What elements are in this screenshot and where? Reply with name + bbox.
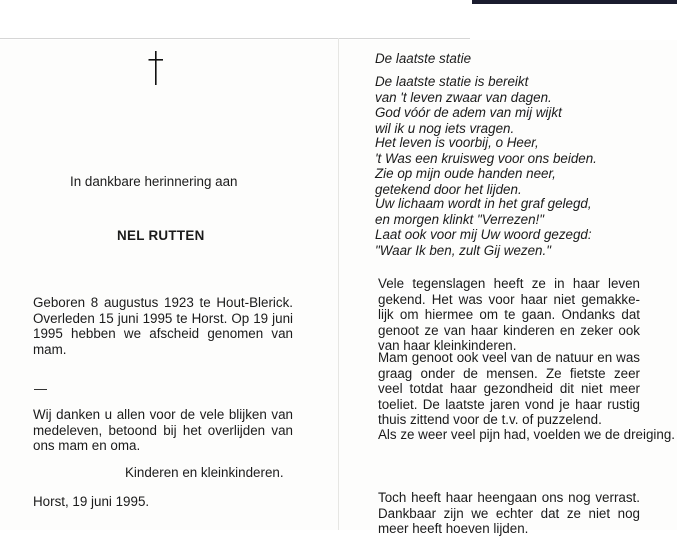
poem-line: God vóór de adem van mij wijkt	[375, 105, 562, 120]
poem-title: De laatste statie	[375, 51, 472, 66]
body-paragraph: Mam genoot ook veel van de natuur en was graag onder de mensen. Ze fietste zeer veel totdat haar gezondheid dit niet meer toeliet. De laatste jaren vond je haar rustig thuis zittend voor de t.v. of puzzelend.	[378, 350, 640, 427]
place-date: Horst, 19 juni 1995.	[33, 494, 150, 509]
poem-stanza	[375, 74, 562, 136]
deceased-name: NEL RUTTEN	[117, 228, 205, 243]
body-paragraph: Vele tegenslagen heeft ze in haar leven gekend. Het was voor haar niet gemakke-lijk om hiermee om te gaan. Ondanks dat genoot ze van haar kinderen en zeker ook van haar kleinkinderen.	[378, 276, 640, 353]
card-edge	[0, 38, 470, 39]
poem-stanza	[375, 196, 592, 258]
intro-text: In dankbare herinnering aan	[70, 174, 238, 189]
poem-line: Uw lichaam wordt in het graf gelegd,	[375, 196, 592, 211]
card-top-band	[0, 0, 677, 40]
separator-dash	[34, 389, 47, 390]
poem-line: De laatste statie is bereikt	[375, 74, 529, 89]
poem-line: van 't leven zwaar van dagen.	[375, 89, 552, 105]
poem-stanza	[375, 135, 597, 197]
poem-line: "Waar Ik ben, zult Gij wezen."	[375, 242, 551, 258]
thanks-text: Wij danken u allen voor de vele blijken van medeleven, betoond bij het overlijden van ons mam en oma.	[33, 407, 293, 453]
poem-line: 't Was een kruisweg voor ons beiden.	[375, 150, 597, 166]
poem-line: Het leven is voorbij, o Heer,	[375, 135, 539, 150]
family-signature: Kinderen en kleinkinderen.	[125, 465, 284, 480]
poem-line: en morgen klinkt "Verrezen!"	[375, 211, 545, 227]
poem-line: Zie op mijn oude handen neer,	[375, 166, 556, 181]
card-fold	[338, 38, 339, 530]
cross-icon	[147, 51, 165, 85]
poem-line: wil ik u nog iets vragen.	[375, 120, 515, 136]
background-corner	[472, 0, 677, 4]
poem-line: getekend door het lijden.	[375, 181, 522, 197]
biography-text: Geboren 8 augustus 1923 te Hout-Blerick. Overleden 15 juni 1995 te Horst. Op 19 juni 1995 hebben we afscheid genomen van mam.	[33, 295, 293, 357]
poem-line: Laat ook voor mij Uw woord gezegd:	[375, 227, 592, 242]
body-paragraph: Toch heeft haar heengaan ons nog verrast. Dankbaar zijn we echter dat ze niet nog meer heeft hoeven lijden.	[378, 490, 640, 536]
body-paragraph: Als ze weer veel pijn had, voelden we de dreiging.	[378, 427, 676, 442]
